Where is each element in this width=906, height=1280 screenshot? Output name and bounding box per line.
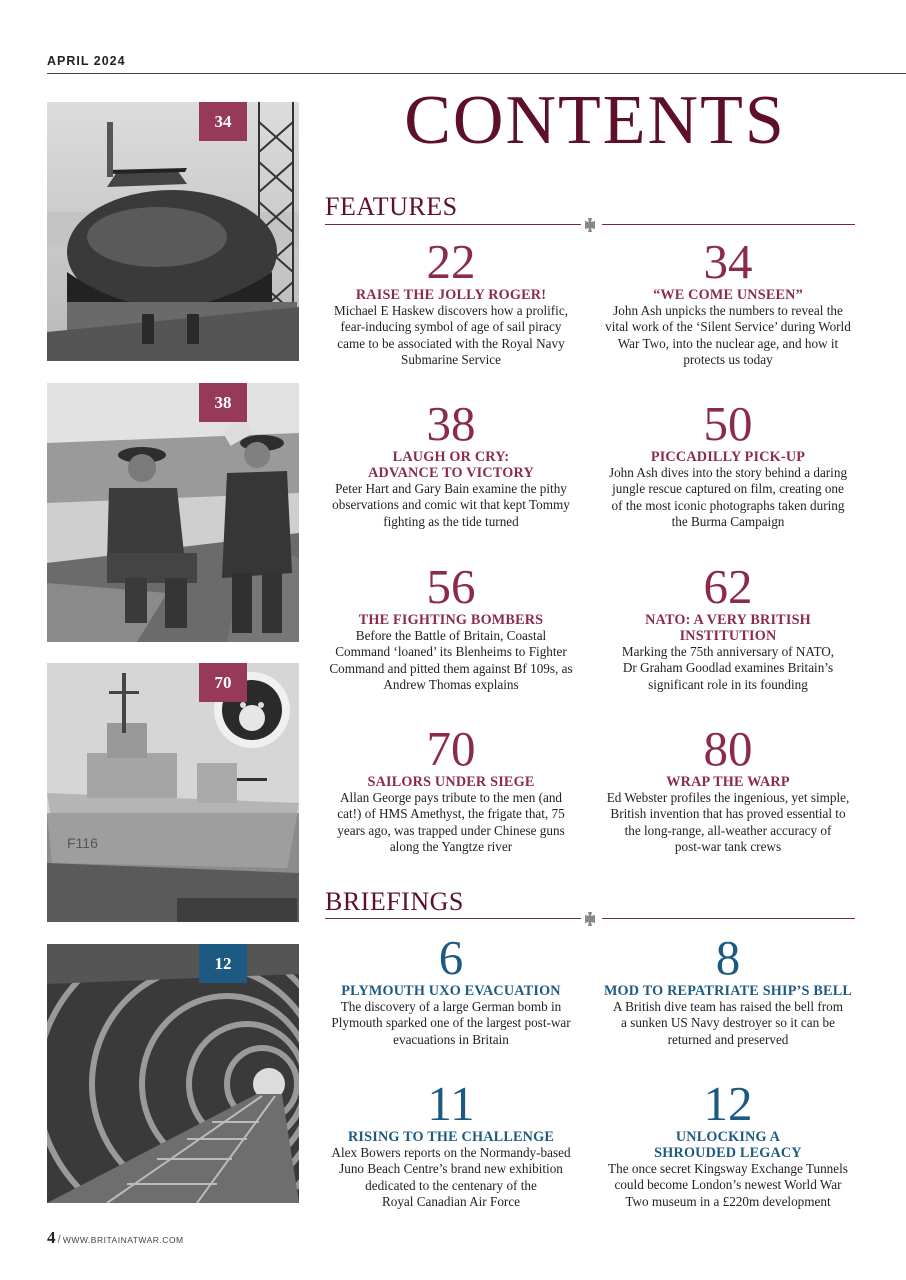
briefings-heading: BRIEFINGS	[325, 887, 464, 916]
entry-title: WRAP THE WARP	[666, 774, 790, 790]
entry-description: Allan George pays tribute to the men (and cat!) of HMS Amethyst, the frigate that, 75 years ago, was trapped under Chinese guns along the Yangtze river	[337, 790, 565, 854]
page-number: 62	[703, 559, 753, 614]
submarine-photo[interactable]	[47, 102, 299, 361]
entry-description: John Ash unpicks the numbers to reveal the vital work of the ‘Silent Service’ during World War Two, into the nuclear age, and how it protects us today	[605, 303, 851, 367]
cross-icon	[583, 218, 597, 232]
photo-badge: 12	[199, 944, 247, 983]
photo-badge: 34	[199, 102, 247, 141]
page-number: 80	[703, 721, 753, 776]
page-number: 11	[427, 1076, 475, 1131]
header-rule	[47, 73, 906, 74]
entry-title: RAISE THE JOLLY ROGER!	[355, 287, 547, 303]
page-number: 56	[426, 559, 476, 614]
feature-entry[interactable]	[599, 396, 857, 530]
page-number: 50	[703, 396, 753, 451]
entry-title: “WE COME UNSEEN”	[653, 287, 803, 303]
feature-entry[interactable]	[322, 234, 580, 368]
features-rule	[325, 218, 855, 232]
feature-entry[interactable]	[322, 721, 580, 855]
photo-badge: 70	[199, 663, 247, 702]
entry-title: SAILORS UNDER SIEGE	[367, 774, 535, 790]
cross-icon	[583, 912, 597, 926]
feature-entry[interactable]	[322, 396, 580, 530]
briefing-entry[interactable]	[599, 1076, 857, 1210]
footer-page-number: 4	[47, 1228, 56, 1247]
svg-text:F116: F116	[67, 835, 98, 851]
briefings-rule	[325, 912, 855, 926]
tunnel-photo[interactable]	[47, 944, 299, 1203]
entry-title: NATO: A VERY BRITISH INSTITUTION	[645, 612, 811, 644]
page-number: 12	[703, 1076, 753, 1131]
footer-url[interactable]: WWW.BRITAINATWAR.COM	[62, 1235, 184, 1245]
entry-description: Alex Bowers reports on the Normandy-based Juno Beach Centre’s brand new exhibition dedicated to the centenary of the Royal Canadian Air Force	[331, 1145, 571, 1209]
entry-title: PICCADILLY PICK-UP	[650, 449, 806, 465]
page-number: 34	[703, 234, 753, 289]
feature-entry[interactable]	[599, 559, 857, 693]
entry-title: UNLOCKING A SHROUDED LEGACY	[654, 1129, 802, 1161]
entry-description: A British dive team has raised the bell from a sunken US Navy destroyer so it can be returned and preserved	[613, 999, 843, 1047]
entry-description: Michael E Haskew discovers how a prolific, fear-inducing symbol of age of sail piracy came to be associated with the Royal Navy Submarine Service	[333, 303, 568, 367]
photo-badge: 38	[199, 383, 247, 422]
entry-description: The once secret Kingsway Exchange Tunnels could become London’s newest World War Two museum in a £220m development	[608, 1161, 848, 1209]
entry-description: John Ash dives into the story behind a daring jungle rescue captured on film, creating one of the most iconic photographs taken during the Burma Campaign	[608, 465, 848, 529]
page-number: 70	[426, 721, 476, 776]
entry-title: PLYMOUTH UXO EVACUATION	[341, 983, 561, 999]
page-number: 6	[438, 930, 464, 985]
page-number: 22	[426, 234, 476, 289]
entry-title: MOD TO REPATRIATE SHIP’S BELL	[603, 983, 853, 999]
briefing-entry[interactable]	[599, 930, 857, 1048]
entry-title: RISING TO THE CHALLENGE	[347, 1129, 555, 1145]
entry-title: LAUGH OR CRY: ADVANCE TO VICTORY	[368, 449, 534, 481]
entry-description: Peter Hart and Gary Bain examine the pithy observations and comic wit that kept Tommy fighting as the tide turned	[332, 481, 570, 529]
entry-description: Before the Battle of Britain, Coastal Command ‘loaned’ its Blenheims to Fighter Command and pitted them against Bf 109s, as Andrew Thomas explains	[329, 628, 573, 692]
footer-separator: /	[57, 1232, 61, 1246]
entry-title: THE FIGHTING BOMBERS	[358, 612, 544, 628]
soldiers-photo[interactable]	[47, 383, 299, 642]
briefing-entry[interactable]	[322, 1076, 580, 1210]
entry-description: Marking the 75th anniversary of NATO, Dr Graham Goodlad examines Britain’s significant role in its founding	[621, 644, 835, 692]
features-heading: FEATURES	[325, 192, 458, 221]
feature-entry[interactable]	[322, 559, 580, 693]
entry-description: The discovery of a large German bomb in Plymouth sparked one of the largest post-war evacuations in Britain	[331, 999, 571, 1047]
frigate-photo[interactable]	[47, 663, 299, 922]
issue-date: APRIL 2024	[47, 54, 126, 68]
page-title: CONTENTS	[404, 82, 786, 159]
page-number: 38	[426, 396, 476, 451]
feature-entry[interactable]	[599, 234, 857, 368]
page-footer	[47, 1228, 184, 1248]
entry-description: Ed Webster profiles the ingenious, yet simple, British invention that has proved essential to the long-range, all-weather accuracy of post-war tank crews	[606, 790, 850, 854]
feature-entry[interactable]	[599, 721, 857, 855]
briefing-entry[interactable]	[322, 930, 580, 1048]
page-number: 8	[715, 930, 741, 985]
